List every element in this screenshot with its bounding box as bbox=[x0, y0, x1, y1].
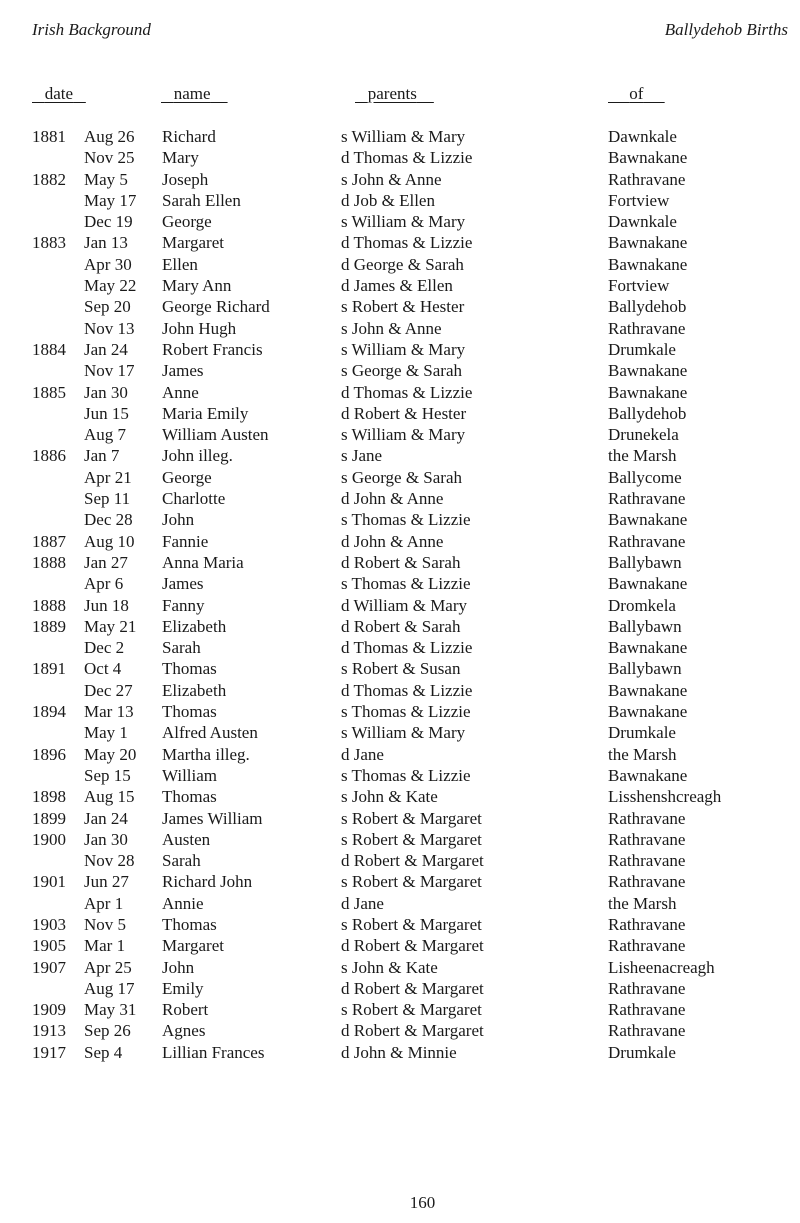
birth-date: Aug 7 bbox=[84, 425, 127, 445]
townland-cell: Bawnakane bbox=[608, 233, 688, 253]
parents-cell: d Robert & Margaret bbox=[341, 1021, 484, 1041]
parents-cell: s John & Anne bbox=[341, 169, 442, 189]
parents-cell: d Thomas & Lizzie bbox=[341, 382, 473, 402]
townland-cell: Lisheenacreagh bbox=[608, 957, 715, 977]
townland-cell: Ballybawn bbox=[608, 659, 682, 679]
birth-date: Mar 13 bbox=[84, 702, 134, 722]
table-row bbox=[0, 403, 800, 424]
birth-date: Jan 30 bbox=[84, 382, 128, 402]
child-name: James bbox=[162, 574, 204, 594]
birth-date: Jan 30 bbox=[84, 829, 128, 849]
birth-year: 1888 bbox=[32, 595, 66, 615]
column-header-name-label: name bbox=[173, 84, 211, 103]
child-name: William Austen bbox=[162, 425, 269, 445]
townland-cell: Bawnakane bbox=[608, 382, 688, 402]
townland-cell: Fortview bbox=[608, 276, 670, 296]
child-name: Richard bbox=[162, 127, 216, 146]
birth-date: Sep 4 bbox=[84, 1042, 123, 1062]
birth-date: Oct 4 bbox=[84, 659, 122, 679]
birth-date: May 17 bbox=[84, 190, 137, 210]
townland-cell: Rathravane bbox=[608, 318, 686, 338]
child-name: Mary Ann bbox=[162, 276, 232, 296]
parents-cell: s William & Mary bbox=[341, 339, 466, 359]
birth-year: 1900 bbox=[32, 829, 66, 849]
child-name: Margaret bbox=[162, 936, 224, 956]
table-row bbox=[0, 999, 800, 1020]
birth-date: Dec 19 bbox=[84, 212, 133, 232]
child-name: William bbox=[162, 765, 218, 785]
townland-cell: Ballybawn bbox=[608, 616, 682, 636]
child-name: Joseph bbox=[162, 169, 209, 189]
child-name: Robert Francis bbox=[162, 339, 263, 359]
parents-cell: s Thomas & Lizzie bbox=[341, 702, 471, 722]
birth-date: Nov 17 bbox=[84, 361, 135, 381]
table-row bbox=[0, 616, 800, 637]
table-row bbox=[0, 531, 800, 552]
child-name: Thomas bbox=[162, 702, 217, 722]
birth-year: 1901 bbox=[32, 872, 66, 892]
birth-date: Dec 2 bbox=[84, 638, 125, 658]
birth-year: 1894 bbox=[32, 702, 66, 722]
birth-date: Sep 26 bbox=[84, 1021, 131, 1041]
child-name: Lillian Frances bbox=[162, 1042, 265, 1062]
townland-cell: Rathravane bbox=[608, 936, 686, 956]
birth-year: 1887 bbox=[32, 531, 66, 551]
birth-date: Jan 13 bbox=[84, 233, 128, 253]
table-row bbox=[0, 935, 800, 956]
birth-date: Apr 21 bbox=[84, 467, 132, 487]
parents-cell: s Robert & Hester bbox=[341, 297, 465, 317]
townland-cell: Lisshenshcreagh bbox=[608, 787, 722, 807]
townland-cell: Rathravane bbox=[608, 531, 686, 551]
townland-cell: Bawnakane bbox=[608, 702, 688, 722]
child-name: Robert bbox=[162, 1000, 209, 1020]
table-row bbox=[0, 169, 800, 190]
birth-year: 1885 bbox=[32, 382, 66, 402]
birth-date: Jan 7 bbox=[84, 446, 120, 466]
table-row bbox=[0, 211, 800, 232]
table-row bbox=[0, 382, 800, 403]
birth-year: 1903 bbox=[32, 914, 66, 934]
townland-cell: Dawnkale bbox=[608, 127, 677, 146]
townland-cell: Rathravane bbox=[608, 489, 686, 509]
birth-date: Apr 30 bbox=[84, 254, 132, 274]
townland-cell: the Marsh bbox=[608, 893, 677, 913]
table-row bbox=[0, 275, 800, 296]
townland-cell: the Marsh bbox=[608, 744, 677, 764]
townland-cell: Drunekela bbox=[608, 425, 679, 445]
child-name: Richard John bbox=[162, 872, 253, 892]
birth-date: Aug 10 bbox=[84, 531, 135, 551]
birth-year: 1913 bbox=[32, 1021, 66, 1041]
townland-cell: Rathravane bbox=[608, 978, 686, 998]
child-name: John Hugh bbox=[162, 318, 237, 338]
table-row bbox=[0, 680, 800, 701]
parents-cell: d Robert & Margaret bbox=[341, 936, 484, 956]
table-row bbox=[0, 722, 800, 743]
townland-cell: Bawnakane bbox=[608, 254, 688, 274]
column-header-of bbox=[608, 84, 665, 104]
parents-cell: d John & Anne bbox=[341, 531, 444, 551]
column-header-of-label: of bbox=[629, 84, 644, 103]
townland-cell: Dawnkale bbox=[608, 212, 677, 232]
townland-cell: Rathravane bbox=[608, 1000, 686, 1020]
parents-cell: s William & Mary bbox=[341, 425, 466, 445]
parents-cell: s John & Anne bbox=[341, 318, 442, 338]
table-row bbox=[0, 1042, 800, 1063]
table-row bbox=[0, 232, 800, 253]
child-name: Emily bbox=[162, 978, 204, 998]
child-name: Martha illeg. bbox=[162, 744, 250, 764]
birth-date: Aug 26 bbox=[84, 127, 135, 146]
table-row bbox=[0, 424, 800, 445]
table-row bbox=[0, 147, 800, 168]
birth-date: Jun 15 bbox=[84, 403, 129, 423]
townland-cell: Drumkale bbox=[608, 339, 676, 359]
parents-cell: s Jane bbox=[341, 446, 383, 466]
parents-cell: s Thomas & Lizzie bbox=[341, 510, 471, 530]
birth-year: 1898 bbox=[32, 787, 66, 807]
townland-cell: Bawnakane bbox=[608, 574, 688, 594]
child-name: George Richard bbox=[162, 297, 270, 317]
table-row bbox=[0, 637, 800, 658]
child-name: James bbox=[162, 361, 204, 381]
birth-date: Jan 27 bbox=[84, 552, 128, 572]
birth-date: Jun 27 bbox=[84, 872, 129, 892]
birth-date: Nov 13 bbox=[84, 318, 135, 338]
birth-year: 1917 bbox=[32, 1042, 66, 1062]
birth-date: Jun 18 bbox=[84, 595, 129, 615]
table-row bbox=[0, 445, 800, 466]
table-row bbox=[0, 509, 800, 530]
table-row bbox=[0, 744, 800, 765]
parents-cell: d Thomas & Lizzie bbox=[341, 680, 473, 700]
birth-date: Nov 5 bbox=[84, 914, 127, 934]
table-row bbox=[0, 1020, 800, 1041]
parents-cell: s William & Mary bbox=[341, 127, 466, 146]
townland-cell: Ballydehob bbox=[608, 297, 687, 317]
parents-cell: d Robert & Sarah bbox=[341, 616, 461, 636]
townland-cell: Rathravane bbox=[608, 169, 686, 189]
child-name: Annie bbox=[162, 893, 204, 913]
birth-date: May 20 bbox=[84, 744, 137, 764]
birth-date: Apr 1 bbox=[84, 893, 124, 913]
table-row bbox=[0, 339, 800, 360]
birth-date: Dec 27 bbox=[84, 680, 133, 700]
birth-year: 1889 bbox=[32, 616, 66, 636]
birth-date: Apr 25 bbox=[84, 957, 132, 977]
child-name: Margaret bbox=[162, 233, 224, 253]
townland-cell: Rathravane bbox=[608, 1021, 686, 1041]
birth-year: 1899 bbox=[32, 808, 66, 828]
table-row bbox=[0, 573, 800, 594]
birth-date: Mar 1 bbox=[84, 936, 126, 956]
column-header-parents bbox=[355, 84, 434, 104]
page-number: 160 bbox=[409, 1193, 436, 1212]
parents-cell: d James & Ellen bbox=[341, 276, 453, 296]
table-row bbox=[0, 296, 800, 317]
child-name: John illeg. bbox=[162, 446, 233, 466]
running-head-right: Ballydehob Births bbox=[664, 20, 788, 39]
table-row bbox=[0, 914, 800, 935]
townland-cell: Fortview bbox=[608, 190, 670, 210]
child-name: Fannie bbox=[162, 531, 209, 551]
running-head-left: Irish Background bbox=[32, 20, 151, 39]
townland-cell: Rathravane bbox=[608, 829, 686, 849]
parents-cell: s Thomas & Lizzie bbox=[341, 765, 471, 785]
table-row bbox=[0, 467, 800, 488]
birth-year: 1891 bbox=[32, 659, 66, 679]
birth-date: Aug 17 bbox=[84, 978, 135, 998]
child-name: Anna Maria bbox=[162, 552, 244, 572]
child-name: Thomas bbox=[162, 914, 217, 934]
parents-cell: d Thomas & Lizzie bbox=[341, 148, 473, 168]
child-name: Sarah bbox=[162, 638, 201, 658]
child-name: Elizabeth bbox=[162, 616, 227, 636]
townland-cell: Ballydehob bbox=[608, 403, 687, 423]
birth-date: Sep 20 bbox=[84, 297, 131, 317]
birth-date: Nov 28 bbox=[84, 851, 135, 871]
birth-year: 1882 bbox=[32, 169, 66, 189]
townland-cell: Dromkela bbox=[608, 595, 676, 615]
parents-cell: d William & Mary bbox=[341, 595, 468, 615]
table-row bbox=[0, 978, 800, 999]
birth-date: Apr 6 bbox=[84, 574, 124, 594]
child-name: James William bbox=[162, 808, 263, 828]
parents-cell: d John & Anne bbox=[341, 489, 444, 509]
table-row bbox=[0, 893, 800, 914]
birth-date: Nov 25 bbox=[84, 148, 135, 168]
parents-cell: s Robert & Margaret bbox=[341, 914, 482, 934]
table-row bbox=[0, 871, 800, 892]
child-name: John bbox=[162, 510, 195, 530]
birth-date: Jan 24 bbox=[84, 808, 128, 828]
child-name: Maria Emily bbox=[162, 403, 249, 423]
parents-cell: s Robert & Margaret bbox=[341, 808, 482, 828]
child-name: Thomas bbox=[162, 659, 217, 679]
child-name: George bbox=[162, 467, 212, 487]
birth-date: May 31 bbox=[84, 1000, 137, 1020]
parents-cell: d Robert & Margaret bbox=[341, 851, 484, 871]
townland-cell: Drumkale bbox=[608, 1042, 676, 1062]
table-row bbox=[0, 957, 800, 978]
birth-date: Sep 11 bbox=[84, 489, 131, 509]
parents-cell: s John & Kate bbox=[341, 957, 438, 977]
parents-cell: s Robert & Margaret bbox=[341, 829, 482, 849]
table-row bbox=[0, 808, 800, 829]
table-row bbox=[0, 126, 800, 147]
child-name: Ellen bbox=[162, 254, 198, 274]
townland-cell: Drumkale bbox=[608, 723, 676, 743]
parents-cell: d Job & Ellen bbox=[341, 190, 435, 210]
birth-date: Dec 28 bbox=[84, 510, 133, 530]
birth-year: 1884 bbox=[32, 339, 66, 359]
birth-date: Sep 15 bbox=[84, 765, 131, 785]
birth-year: 1881 bbox=[32, 127, 66, 146]
child-name: George bbox=[162, 212, 212, 232]
table-row bbox=[0, 595, 800, 616]
column-header-name bbox=[161, 84, 228, 104]
townland-cell: Bawnakane bbox=[608, 361, 688, 381]
table-row bbox=[0, 488, 800, 509]
townland-cell: Rathravane bbox=[608, 872, 686, 892]
table-row bbox=[0, 360, 800, 381]
parents-cell: s John & Kate bbox=[341, 787, 438, 807]
birth-date: May 22 bbox=[84, 276, 137, 296]
parents-cell: d George & Sarah bbox=[341, 254, 464, 274]
parents-cell: d Thomas & Lizzie bbox=[341, 233, 473, 253]
townland-cell: Rathravane bbox=[608, 851, 686, 871]
child-name: Charlotte bbox=[162, 489, 226, 509]
birth-date: May 21 bbox=[84, 616, 137, 636]
birth-year: 1886 bbox=[32, 446, 66, 466]
parents-cell: s Thomas & Lizzie bbox=[341, 574, 471, 594]
townland-cell: Bawnakane bbox=[608, 638, 688, 658]
townland-cell: Ballybawn bbox=[608, 552, 682, 572]
townland-cell: Rathravane bbox=[608, 914, 686, 934]
child-name: Agnes bbox=[162, 1021, 206, 1041]
parents-cell: d Jane bbox=[341, 893, 384, 913]
child-name: Anne bbox=[162, 382, 199, 402]
parents-cell: s Robert & Susan bbox=[341, 659, 461, 679]
townland-cell: Rathravane bbox=[608, 808, 686, 828]
parents-cell: s William & Mary bbox=[341, 723, 466, 743]
townland-cell: Bawnakane bbox=[608, 148, 688, 168]
child-name: Sarah Ellen bbox=[162, 190, 241, 210]
parents-cell: d Robert & Hester bbox=[341, 403, 467, 423]
townland-cell: Bawnakane bbox=[608, 680, 688, 700]
table-row bbox=[0, 701, 800, 722]
birth-year: 1888 bbox=[32, 552, 66, 572]
birth-year: 1883 bbox=[32, 233, 66, 253]
table-row bbox=[0, 190, 800, 211]
table-row bbox=[0, 552, 800, 573]
table-row bbox=[0, 254, 800, 275]
parents-cell: d John & Minnie bbox=[341, 1042, 457, 1062]
child-name: Fanny bbox=[162, 595, 205, 615]
birth-date: Jan 24 bbox=[84, 339, 128, 359]
column-header-parents-label: parents bbox=[367, 84, 417, 103]
townland-cell: Bawnakane bbox=[608, 765, 688, 785]
parents-cell: d Thomas & Lizzie bbox=[341, 638, 473, 658]
parents-cell: d Robert & Sarah bbox=[341, 552, 461, 572]
table-row bbox=[0, 318, 800, 339]
child-name: Elizabeth bbox=[162, 680, 227, 700]
child-name: Austen bbox=[162, 829, 211, 849]
table-row bbox=[0, 658, 800, 679]
parents-cell: s Robert & Margaret bbox=[341, 1000, 482, 1020]
parents-cell: s William & Mary bbox=[341, 212, 466, 232]
child-name: John bbox=[162, 957, 195, 977]
table-row bbox=[0, 829, 800, 850]
townland-cell: Bawnakane bbox=[608, 510, 688, 530]
table-row bbox=[0, 786, 800, 807]
birth-year: 1909 bbox=[32, 1000, 66, 1020]
births-register-table bbox=[0, 126, 800, 1063]
table-row bbox=[0, 850, 800, 871]
child-name: Thomas bbox=[162, 787, 217, 807]
parents-cell: d Robert & Margaret bbox=[341, 978, 484, 998]
parents-cell: d Jane bbox=[341, 744, 384, 764]
column-header-date-label: date bbox=[44, 84, 74, 103]
birth-date: Aug 15 bbox=[84, 787, 135, 807]
parents-cell: s Robert & Margaret bbox=[341, 872, 482, 892]
birth-date: May 1 bbox=[84, 723, 128, 743]
townland-cell: Ballycome bbox=[608, 467, 682, 487]
parents-cell: s George & Sarah bbox=[341, 361, 463, 381]
birth-date: May 5 bbox=[84, 169, 128, 189]
birth-year: 1905 bbox=[32, 936, 66, 956]
child-name: Sarah bbox=[162, 851, 201, 871]
child-name: Alfred Austen bbox=[162, 723, 258, 743]
column-header-date bbox=[32, 84, 86, 104]
table-row bbox=[0, 765, 800, 786]
birth-year: 1907 bbox=[32, 957, 66, 977]
birth-year: 1896 bbox=[32, 744, 66, 764]
child-name: Mary bbox=[162, 148, 199, 168]
parents-cell: s George & Sarah bbox=[341, 467, 463, 487]
townland-cell: the Marsh bbox=[608, 446, 677, 466]
